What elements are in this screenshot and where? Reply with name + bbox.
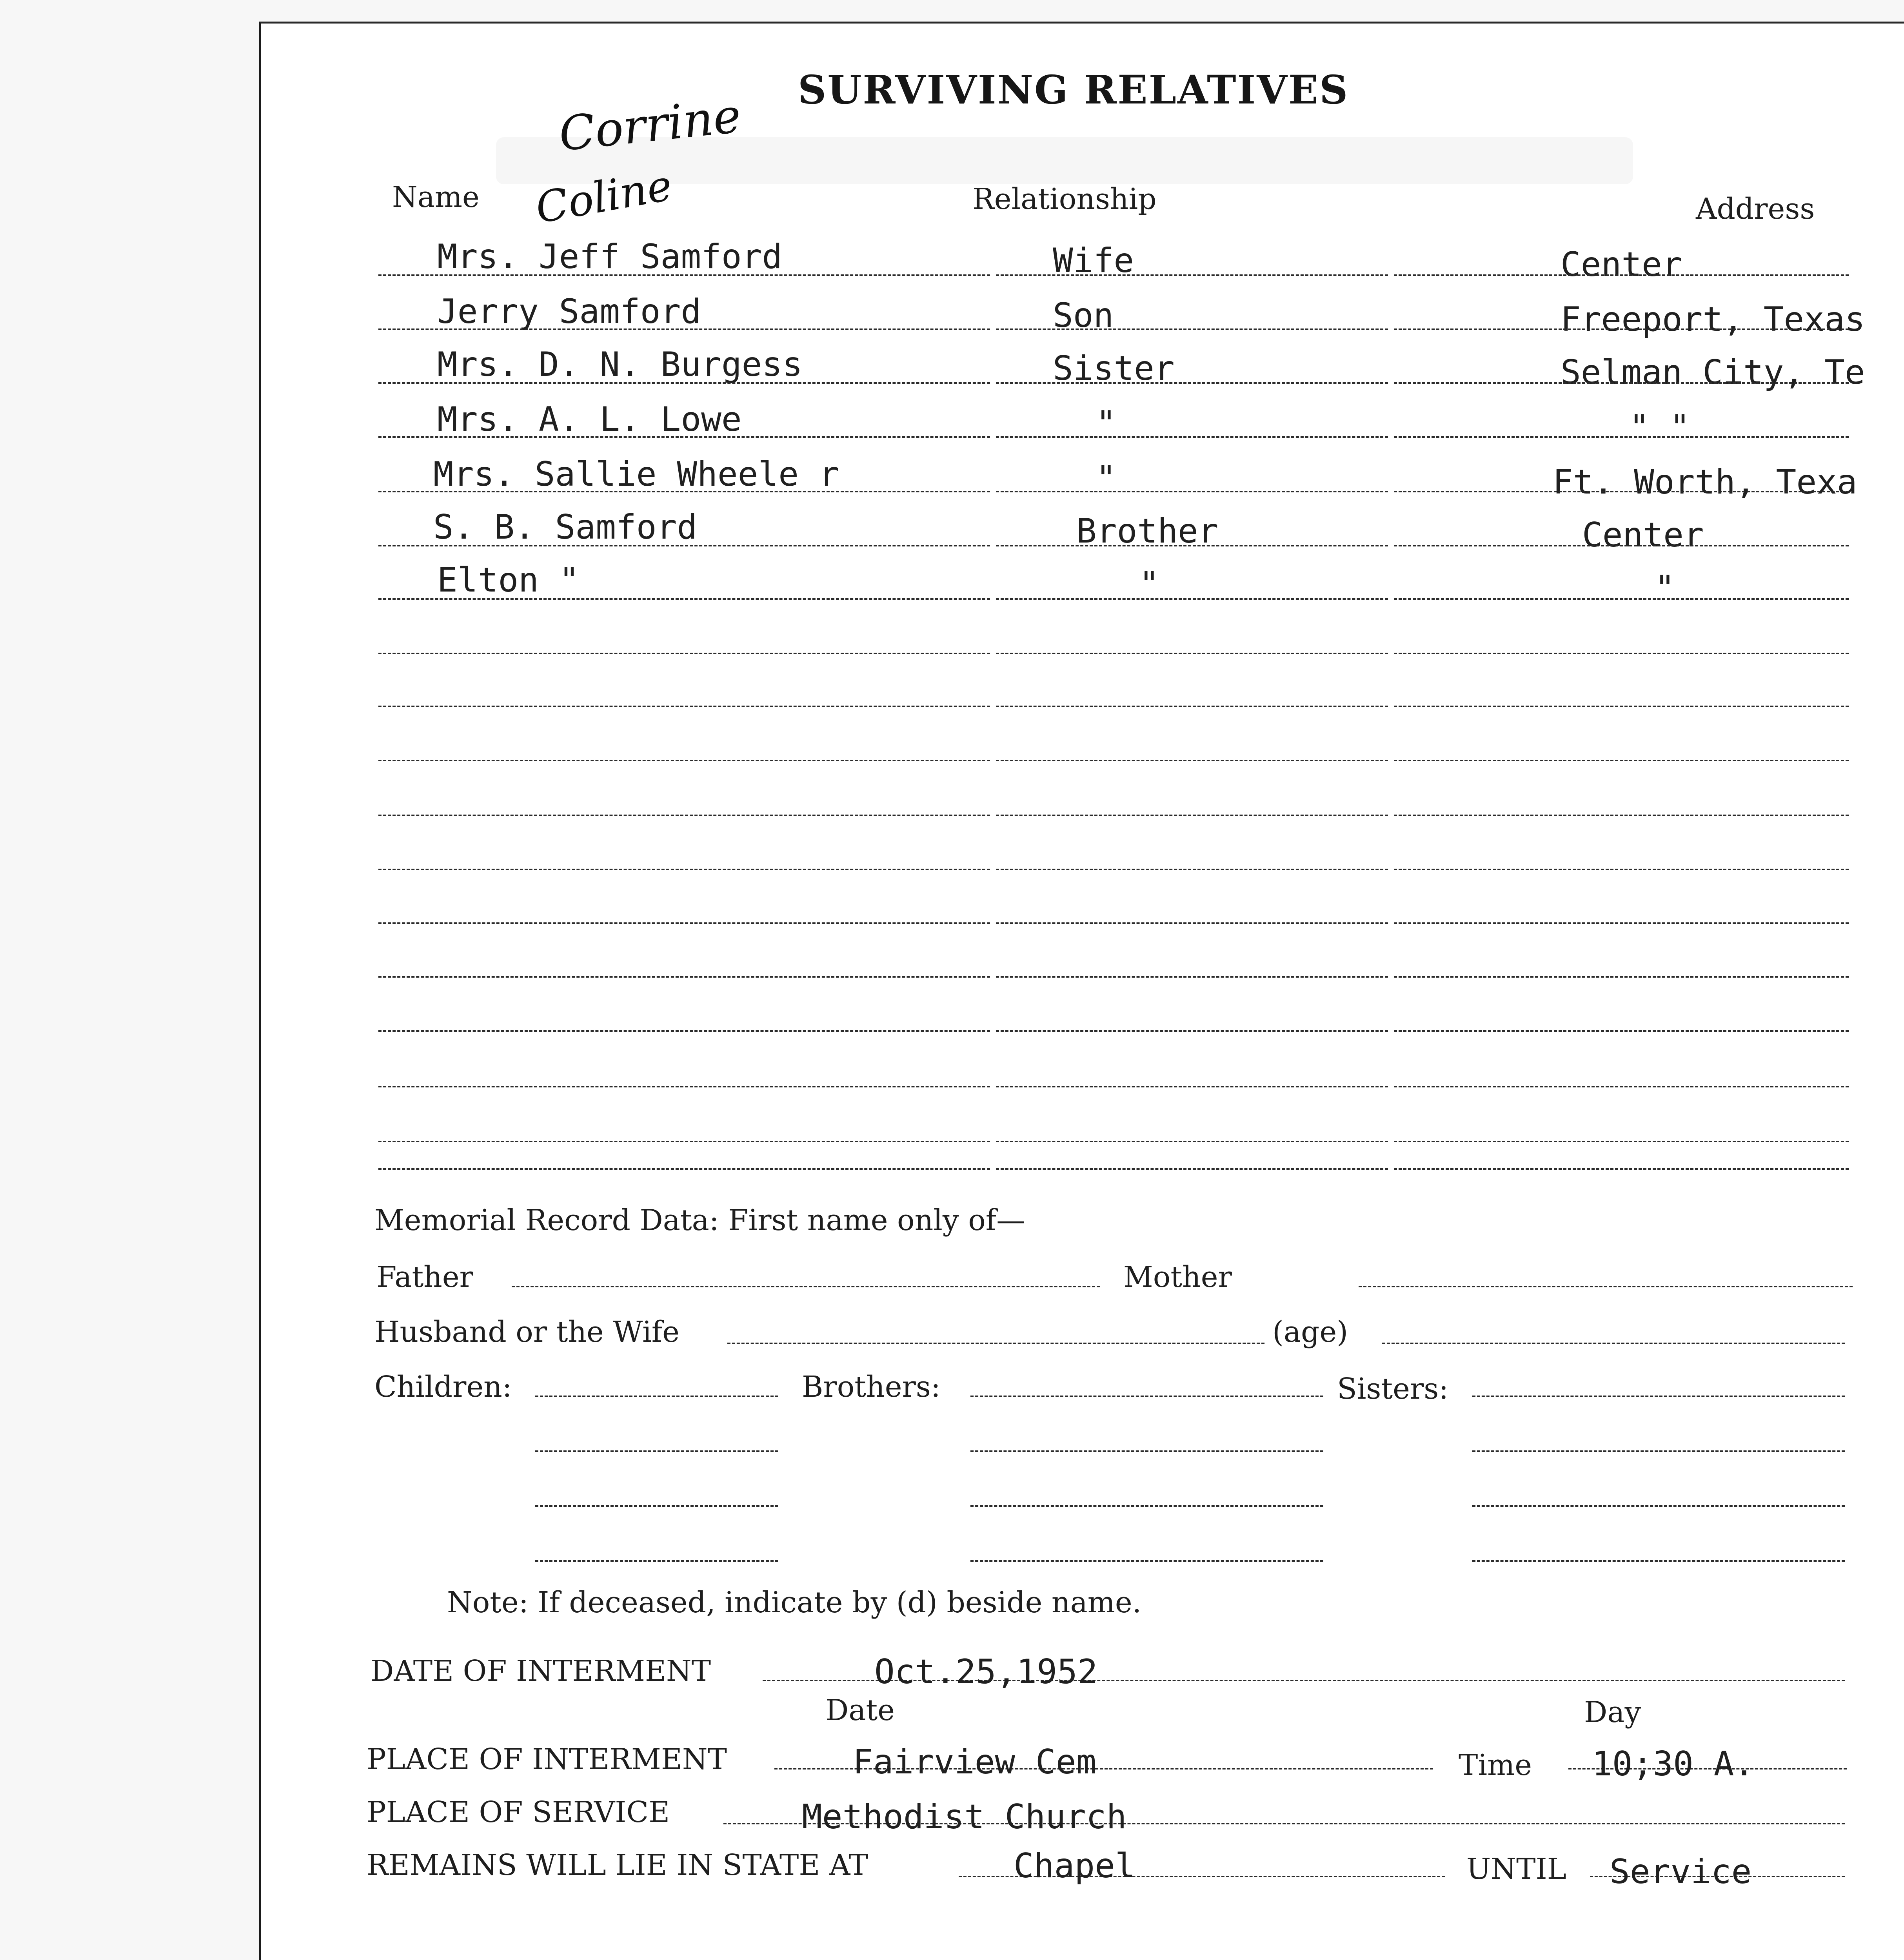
place-of-service-label: PLACE OF SERVICE — [367, 1795, 670, 1829]
relative-address: " — [1655, 568, 1675, 608]
relative-name: Elton " — [437, 561, 580, 600]
name-rule — [378, 545, 990, 546]
address-rule — [1394, 976, 1849, 978]
address-rule — [1394, 653, 1849, 654]
lie-in-state-label: REMAINS WILL LIE IN STATE AT — [367, 1848, 868, 1882]
husband-wife-label: Husband or the Wife — [374, 1315, 679, 1349]
relationship-rule — [996, 491, 1388, 492]
address-rule — [1394, 1168, 1849, 1170]
relative-address: Center — [1582, 515, 1704, 555]
name-rule — [378, 598, 990, 600]
relationship-rule — [996, 328, 1388, 330]
address-rule — [1394, 491, 1849, 492]
relative-address: Ft. Worth, Texa — [1553, 463, 1857, 502]
relative-relationship: " — [1096, 404, 1116, 443]
sisters-label: Sisters: — [1337, 1372, 1449, 1406]
name-rule — [378, 491, 990, 492]
relationship-rule — [996, 598, 1388, 600]
name-rule — [378, 436, 990, 438]
relative-relationship: " — [1096, 459, 1116, 498]
name-rule — [378, 653, 990, 654]
relationship-rule — [996, 1141, 1388, 1142]
name-rule — [378, 706, 990, 707]
relationship-rule — [996, 922, 1388, 924]
time-value: 10;30 A. — [1592, 1744, 1755, 1784]
father-label: Father — [376, 1260, 474, 1294]
relative-relationship: " — [1139, 564, 1159, 604]
address-rule — [1394, 869, 1849, 870]
relationship-rule — [996, 1086, 1388, 1087]
sisters-rule — [1472, 1560, 1845, 1562]
relative-name: S. B. Samford — [433, 508, 698, 547]
relationship-rule — [996, 653, 1388, 654]
father-rule — [512, 1286, 1100, 1287]
column-header-relationship: Relationship — [972, 182, 1157, 216]
relationship-rule — [996, 760, 1388, 761]
husband-wife-rule — [727, 1343, 1264, 1344]
brothers-label: Brothers: — [802, 1370, 941, 1404]
name-rule — [378, 382, 990, 384]
relative-relationship: Wife — [1053, 241, 1134, 280]
address-rule — [1394, 274, 1849, 276]
relative-name: Mrs. A. L. Lowe — [437, 400, 742, 439]
address-rule — [1394, 1141, 1849, 1142]
address-rule — [1394, 382, 1849, 384]
address-rule — [1394, 760, 1849, 761]
relationship-rule — [996, 869, 1388, 870]
form-title: SURVIVING RELATIVES — [798, 67, 1349, 113]
name-rule — [378, 1030, 990, 1032]
name-rule — [378, 869, 990, 870]
relative-name: Mrs. Sallie Wheele r — [433, 455, 839, 494]
children-rule — [535, 1560, 778, 1562]
age-rule — [1382, 1343, 1845, 1344]
lie-in-state-value: Chapel — [1014, 1846, 1135, 1886]
name-rule — [378, 760, 990, 761]
name-rule — [378, 922, 990, 924]
address-rule — [1394, 328, 1849, 330]
date-caption: Date — [825, 1693, 895, 1727]
relationship-rule — [996, 545, 1388, 546]
children-rule — [535, 1505, 778, 1507]
relative-name: Mrs. Jeff Samford — [437, 237, 783, 276]
relative-address: " " — [1629, 408, 1690, 447]
relationship-rule — [996, 815, 1388, 816]
relative-name: Jerry Samford — [437, 292, 701, 331]
relationship-rule — [996, 274, 1388, 276]
address-rule — [1394, 1030, 1849, 1032]
place-of-interment-label: PLACE OF INTERMENT — [367, 1742, 727, 1776]
name-rule — [378, 815, 990, 816]
sisters-rule — [1472, 1396, 1845, 1397]
address-rule — [1394, 1086, 1849, 1087]
brothers-rule — [970, 1396, 1323, 1397]
name-rule — [378, 274, 990, 276]
relative-relationship: Son — [1053, 296, 1114, 335]
form-sheet — [259, 22, 1904, 1960]
relative-address: Freeport, Texas — [1561, 300, 1865, 339]
name-rule — [378, 1168, 990, 1170]
time-label: Time — [1459, 1748, 1532, 1782]
relationship-rule — [996, 382, 1388, 384]
until-value: Service — [1610, 1852, 1752, 1891]
address-rule — [1394, 706, 1849, 707]
memorial-heading: Memorial Record Data: First name only of— — [374, 1203, 1026, 1237]
until-label: UNTIL — [1466, 1852, 1566, 1886]
age-label: (age) — [1272, 1315, 1348, 1349]
relative-address: Selman City, Te — [1561, 353, 1865, 392]
children-rule — [535, 1450, 778, 1452]
sisters-rule — [1472, 1505, 1845, 1507]
column-header-address: Address — [1696, 192, 1815, 226]
place-of-service-value: Methodist Church — [802, 1797, 1127, 1837]
brothers-rule — [970, 1450, 1323, 1452]
brothers-rule — [970, 1560, 1323, 1562]
relationship-rule — [996, 436, 1388, 438]
handwritten-name-line1: Corrine — [556, 89, 744, 162]
mother-rule — [1359, 1286, 1853, 1287]
address-rule — [1394, 922, 1849, 924]
relative-name: Mrs. D. N. Burgess — [437, 345, 803, 384]
deceased-note: Note: If deceased, indicate by (d) beside name. — [447, 1586, 1142, 1619]
place-of-interment-value: Fairview Cem — [853, 1742, 1097, 1782]
relationship-rule — [996, 706, 1388, 707]
day-caption: Day — [1584, 1695, 1641, 1729]
relative-address: Center — [1561, 245, 1682, 284]
relationship-rule — [996, 1168, 1388, 1170]
mother-label: Mother — [1123, 1260, 1232, 1294]
children-rule — [535, 1396, 778, 1397]
name-rule — [378, 328, 990, 330]
relationship-rule — [996, 976, 1388, 978]
name-rule — [378, 1141, 990, 1142]
relationship-rule — [996, 1030, 1388, 1032]
children-label: Children: — [374, 1370, 512, 1404]
name-rule — [378, 1086, 990, 1087]
relative-relationship: Brother — [1076, 512, 1219, 551]
name-rule — [378, 976, 990, 978]
address-rule — [1394, 815, 1849, 816]
relative-relationship: Sister — [1053, 349, 1175, 388]
date-of-interment-label: DATE OF INTERMENT — [371, 1654, 711, 1688]
address-rule — [1394, 545, 1849, 546]
handwritten-name-line2: Coline — [532, 161, 676, 233]
sisters-rule — [1472, 1450, 1845, 1452]
address-rule — [1394, 436, 1849, 438]
brothers-rule — [970, 1505, 1323, 1507]
address-rule — [1394, 598, 1849, 600]
column-header-name: Name — [392, 180, 480, 214]
date-of-interment-value: Oct.25,1952 — [874, 1652, 1098, 1691]
